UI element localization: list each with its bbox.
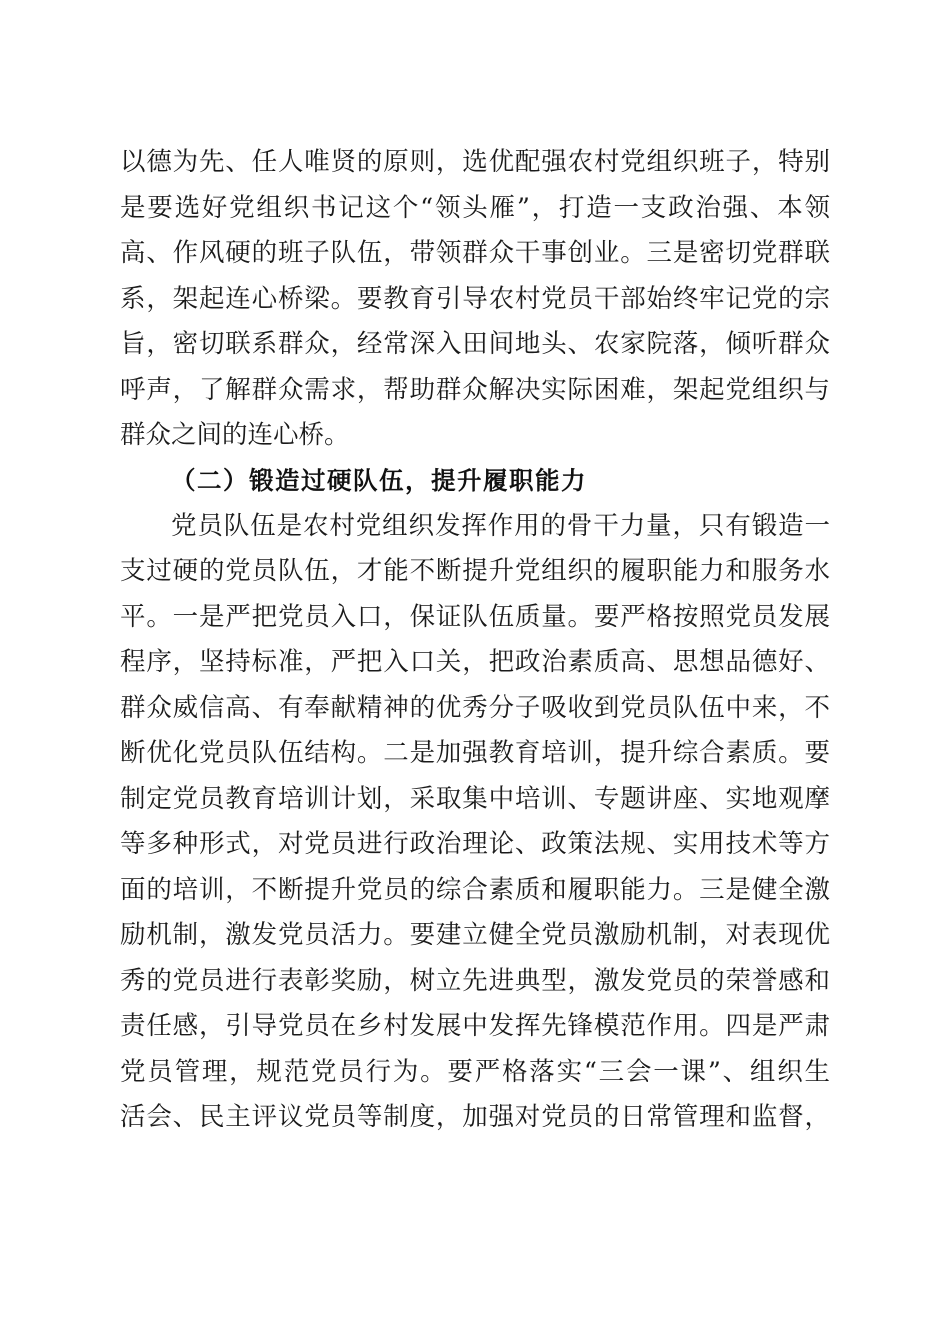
paragraph-line: 旨，密切联系群众，经常深入田间地头、农家院落，倾听群众 <box>120 329 830 359</box>
paragraph-line: 程序，坚持标准，严把入口关，把政治素质高、思想品德好、 <box>120 647 830 677</box>
paragraph-line: 励机制，激发党员活力。要建立健全党员激励机制，对表现优 <box>120 920 830 950</box>
paragraph-line: 是要选好党组织书记这个“领头雁”，打造一支政治强、本领 <box>120 192 830 223</box>
paragraph-line: 秀的党员进行表彰奖励，树立先进典型，激发党员的荣誉感和 <box>120 965 830 996</box>
section-two <box>120 458 830 1141</box>
paragraph-line: 责任感，引导党员在乡村发展中发挥先锋模范作用。四是严肃 <box>120 1011 830 1041</box>
paragraph-line: 以德为先、任人唯贤的原则，选优配强农村党组织班子，特别 <box>120 147 830 177</box>
paragraph-line: 活会、民主评议党员等制度，加强对党员的日常管理和监督， <box>120 1102 830 1132</box>
section-heading: （二）锻造过硬队伍，提升履职能力 <box>171 466 587 495</box>
paragraph-line: 等多种形式，对党员进行政治理论、政策法规、实用技术等方 <box>120 829 830 859</box>
paragraph-line: 断优化党员队伍结构。二是加强教育培训，提升综合素质。要 <box>120 738 830 768</box>
paragraph-line: 呼声，了解群众需求，帮助群众解决实际困难，架起党组织与 <box>120 374 830 405</box>
paragraph-line: 党员队伍是农村党组织发挥作用的骨干力量，只有锻造一 <box>171 510 830 541</box>
paragraph-line: 高、作风硬的班子队伍，带领群众干事创业。三是密切党群联 <box>120 238 830 268</box>
paragraph-line: 支过硬的党员队伍，才能不断提升党组织的履职能力和服务水 <box>120 556 830 586</box>
paragraph-line: 系，架起连心桥梁。要教育引导农村党员干部始终牢记党的宗 <box>120 283 830 314</box>
continuation-paragraph <box>120 140 830 459</box>
paragraph-line: 面的培训，不断提升党员的综合素质和履职能力。三是健全激 <box>120 874 830 905</box>
paragraph-line: 党员管理，规范党员行为。要严格落实“三会一课”、组织生 <box>120 1056 830 1087</box>
paragraph-line: 群众之间的连心桥。 <box>120 420 350 450</box>
paragraph-line: 制定党员教育培训计划，采取集中培训、专题讲座、实地观摩 <box>120 783 830 814</box>
paragraph-line: 平。一是严把党员入口，保证队伍质量。要严格按照党员发展 <box>120 601 830 632</box>
paragraph-line: 群众威信高、有奉献精神的优秀分子吸收到党员队伍中来，不 <box>120 692 830 723</box>
